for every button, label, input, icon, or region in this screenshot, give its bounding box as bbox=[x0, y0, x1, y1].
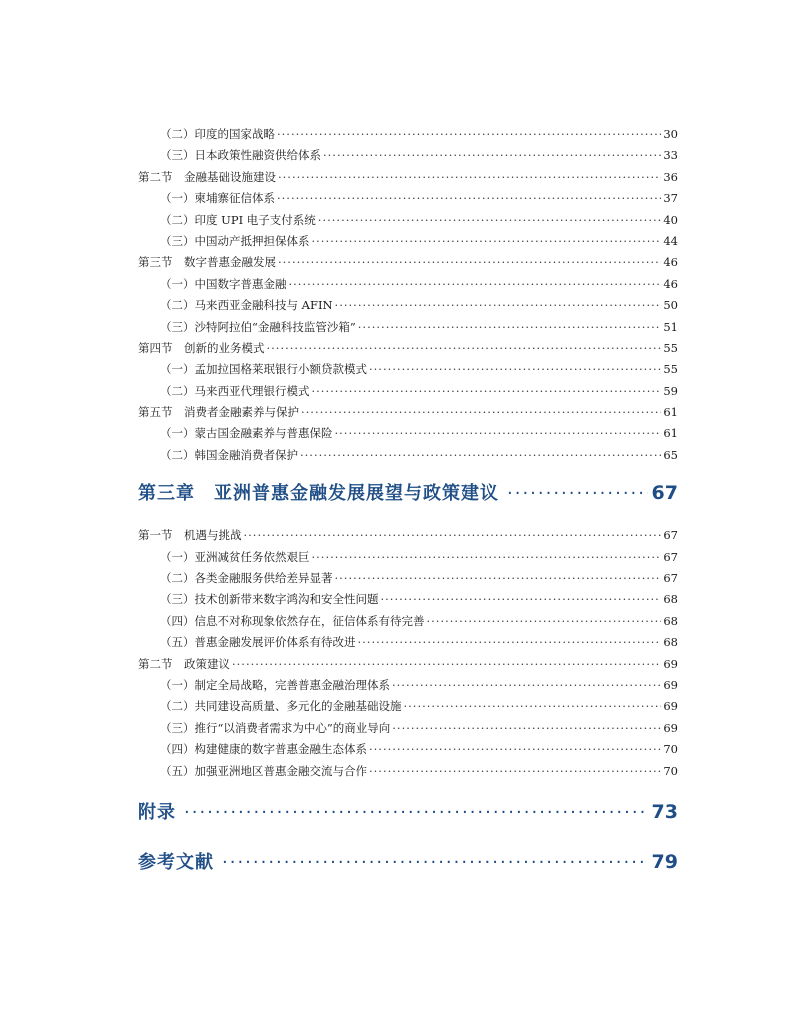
references-heading[interactable] bbox=[138, 848, 678, 876]
entry-title: （二）马来西亚代理银行模式 bbox=[160, 383, 310, 398]
chapter-page-number: 67 bbox=[651, 482, 678, 505]
dot-leader bbox=[222, 852, 648, 873]
entry-title: 第五节 消费者金融素养与保护 bbox=[138, 405, 299, 420]
entry-title: （二）印度 UPI 电子支付系统 bbox=[160, 212, 316, 227]
appendix-page-number: 73 bbox=[651, 800, 678, 823]
entry-page-number: 69 bbox=[663, 720, 678, 735]
dot-leader bbox=[244, 525, 662, 546]
toc-section-entry[interactable] bbox=[138, 525, 678, 546]
toc-section-entry[interactable] bbox=[138, 402, 678, 423]
entry-page-number: 69 bbox=[663, 699, 678, 714]
toc-section-entry[interactable] bbox=[138, 338, 678, 359]
dot-leader bbox=[404, 696, 662, 717]
toc-section-entry[interactable] bbox=[138, 167, 678, 188]
entry-page-number: 67 bbox=[663, 528, 678, 543]
entry-page-number: 70 bbox=[663, 742, 678, 757]
toc-subsection-entry[interactable] bbox=[138, 210, 678, 231]
entry-title: （一）柬埔寨征信体系 bbox=[160, 191, 275, 206]
entry-page-number: 65 bbox=[663, 447, 678, 462]
dot-leader bbox=[301, 402, 661, 423]
toc-subsection-entry[interactable] bbox=[138, 675, 678, 696]
toc-section-entry[interactable] bbox=[138, 654, 678, 675]
entry-page-number: 36 bbox=[663, 169, 678, 184]
entry-page-number: 46 bbox=[663, 276, 678, 291]
chapter-title: 第三章 亚洲普惠金融发展展望与政策建议 bbox=[138, 483, 499, 505]
entry-page-number: 61 bbox=[663, 426, 678, 441]
entry-title: （三）日本政策性融资供给体系 bbox=[160, 148, 321, 163]
dot-leader bbox=[335, 423, 662, 444]
dot-leader bbox=[358, 317, 662, 338]
dot-leader bbox=[277, 124, 661, 145]
table-of-contents bbox=[138, 124, 678, 876]
toc-subsection-entry[interactable] bbox=[138, 317, 678, 338]
appendix-title: 附录 bbox=[138, 801, 176, 823]
entry-page-number: 44 bbox=[663, 233, 678, 248]
entry-title: 第二节 金融基础设施建设 bbox=[138, 169, 276, 184]
entry-page-number: 70 bbox=[663, 763, 678, 778]
entry-title: （三）推行“以消费者需求为中心”的商业导向 bbox=[160, 720, 391, 735]
references-page-number: 79 bbox=[651, 850, 678, 873]
dot-leader bbox=[335, 295, 662, 316]
entry-page-number: 68 bbox=[663, 613, 678, 628]
toc-subsection-entry[interactable] bbox=[138, 568, 678, 589]
entry-page-number: 55 bbox=[663, 362, 678, 377]
entry-page-number: 69 bbox=[663, 677, 678, 692]
entry-page-number: 61 bbox=[663, 405, 678, 420]
entry-page-number: 33 bbox=[663, 148, 678, 163]
toc-subsection-entry[interactable] bbox=[138, 632, 678, 653]
dot-leader bbox=[278, 167, 661, 188]
toc-section-entry[interactable] bbox=[138, 252, 678, 273]
dot-leader bbox=[369, 359, 661, 380]
entry-page-number: 51 bbox=[663, 319, 678, 334]
entry-page-number: 40 bbox=[663, 212, 678, 227]
entry-title: （三）技术创新带来数字鸿沟和安全性问题 bbox=[160, 592, 379, 607]
entry-title: （四）构建健康的数字普惠金融生态体系 bbox=[160, 742, 367, 757]
dot-leader bbox=[369, 761, 661, 782]
entry-page-number: 68 bbox=[663, 635, 678, 650]
dot-leader bbox=[358, 632, 662, 653]
toc-group-chapter-3 bbox=[138, 525, 678, 782]
dot-leader bbox=[289, 274, 662, 295]
entry-title: （二）马来西亚金融科技与 AFIN bbox=[160, 298, 333, 313]
entry-title: 第一节 机遇与挑战 bbox=[138, 528, 242, 543]
entry-title: 第四节 创新的业务模式 bbox=[138, 340, 265, 355]
entry-title: （一）亚洲减贫任务依然艰巨 bbox=[160, 549, 310, 564]
entry-title: （三）中国动产抵押担保体系 bbox=[160, 233, 310, 248]
entry-title: （五）普惠金融发展评价体系有待改进 bbox=[160, 635, 356, 650]
entry-page-number: 69 bbox=[663, 656, 678, 671]
entry-title: （一）制定全局战略，完善普惠金融治理体系 bbox=[160, 677, 390, 692]
entry-page-number: 46 bbox=[663, 255, 678, 270]
dot-leader bbox=[318, 210, 662, 231]
dot-leader bbox=[369, 739, 661, 760]
entry-page-number: 68 bbox=[663, 592, 678, 607]
dot-leader bbox=[300, 445, 661, 466]
toc-subsection-entry[interactable] bbox=[138, 381, 678, 402]
toc-subsection-entry[interactable] bbox=[138, 739, 678, 760]
entry-page-number: 50 bbox=[663, 298, 678, 313]
toc-subsection-entry[interactable] bbox=[138, 295, 678, 316]
dot-leader bbox=[278, 252, 661, 273]
toc-subsection-entry[interactable] bbox=[138, 589, 678, 610]
toc-subsection-entry[interactable] bbox=[138, 761, 678, 782]
entry-title: 第三节 数字普惠金融发展 bbox=[138, 255, 276, 270]
dot-leader bbox=[323, 145, 661, 166]
entry-title: （一）中国数字普惠金融 bbox=[160, 276, 287, 291]
toc-subsection-entry[interactable] bbox=[138, 696, 678, 717]
entry-title: （二）印度的国家战略 bbox=[160, 127, 275, 141]
dot-leader bbox=[381, 589, 662, 610]
entry-title: （四）信息不对称现象依然存在，征信体系有待完善 bbox=[160, 613, 425, 628]
dot-leader bbox=[312, 381, 662, 402]
toc-subsection-entry[interactable] bbox=[138, 145, 678, 166]
toc-subsection-entry[interactable] bbox=[138, 423, 678, 444]
toc-subsection-entry[interactable] bbox=[138, 188, 678, 209]
entry-page-number: 37 bbox=[663, 191, 678, 206]
entry-title: （五）加强亚洲地区普惠金融交流与合作 bbox=[160, 763, 367, 778]
toc-subsection-entry[interactable] bbox=[138, 359, 678, 380]
dot-leader bbox=[335, 568, 662, 589]
toc-subsection-entry[interactable] bbox=[138, 274, 678, 295]
dot-leader bbox=[277, 188, 661, 209]
entry-title: （二）各类金融服务供给差异显著 bbox=[160, 571, 333, 586]
dot-leader bbox=[427, 611, 662, 632]
dot-leader bbox=[184, 802, 648, 823]
toc-subsection-entry[interactable] bbox=[138, 718, 678, 739]
chapter-heading[interactable] bbox=[138, 479, 678, 507]
entry-title: （二）共同建设高质量、多元化的金融基础设施 bbox=[160, 699, 402, 714]
toc-subsection-entry[interactable] bbox=[138, 124, 678, 145]
toc-subsection-entry[interactable] bbox=[138, 547, 678, 568]
entry-title: 第二节 政策建议 bbox=[138, 656, 230, 671]
toc-subsection-entry[interactable] bbox=[138, 611, 678, 632]
toc-group-chapter-2-tail bbox=[138, 124, 678, 466]
entry-page-number: 67 bbox=[663, 571, 678, 586]
dot-leader bbox=[507, 483, 648, 504]
dot-leader bbox=[312, 547, 662, 568]
dot-leader bbox=[312, 231, 662, 252]
dot-leader bbox=[232, 654, 661, 675]
entry-page-number: 67 bbox=[663, 549, 678, 564]
appendix-heading[interactable] bbox=[138, 798, 678, 826]
entry-title: （三）沙特阿拉伯“金融科技监管沙箱” bbox=[160, 319, 356, 334]
toc-subsection-entry[interactable] bbox=[138, 445, 678, 466]
entry-page-number: 30 bbox=[663, 127, 678, 141]
entry-page-number: 59 bbox=[663, 383, 678, 398]
entry-page-number: 55 bbox=[663, 340, 678, 355]
entry-title: （一）孟加拉国格莱珉银行小额贷款模式 bbox=[160, 362, 367, 377]
entry-title: （一）蒙古国金融素养与普惠保险 bbox=[160, 426, 333, 441]
dot-leader bbox=[267, 338, 662, 359]
dot-leader bbox=[392, 718, 661, 739]
toc-subsection-entry[interactable] bbox=[138, 231, 678, 252]
entry-title: （二）韩国金融消费者保护 bbox=[160, 447, 298, 462]
dot-leader bbox=[392, 675, 661, 696]
references-title: 参考文献 bbox=[138, 851, 214, 873]
